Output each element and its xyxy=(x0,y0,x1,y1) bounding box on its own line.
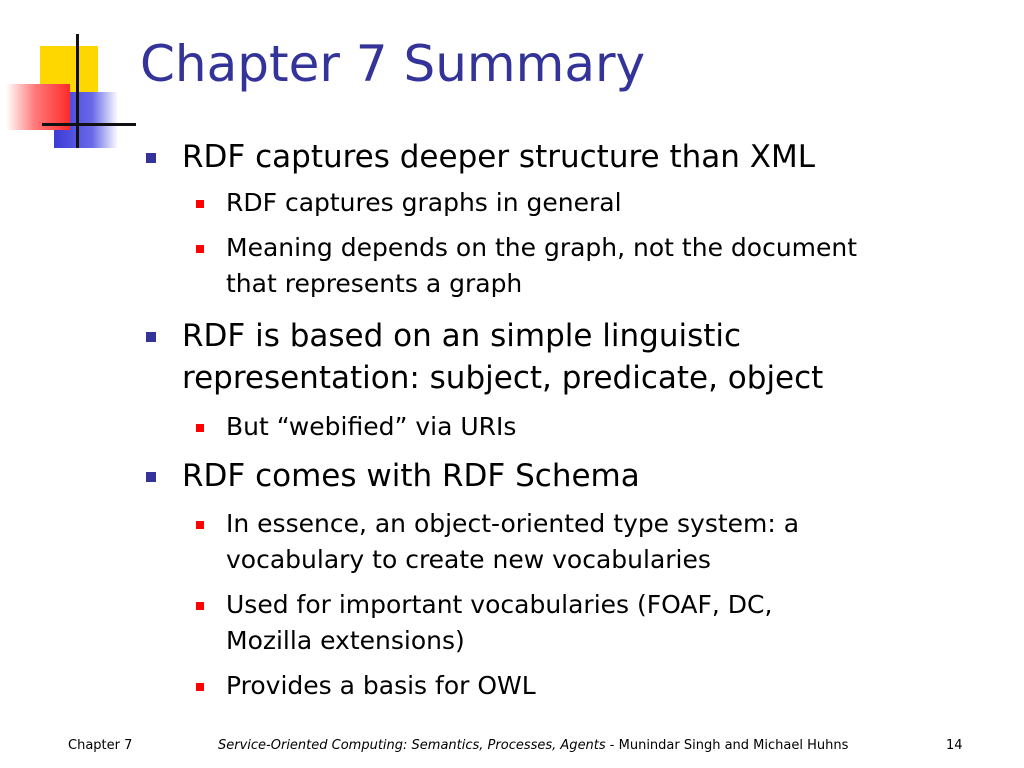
bullet-3-text: RDF comes with RDF Schema xyxy=(182,458,640,494)
square-bullet-icon xyxy=(196,424,204,432)
bullet-2-1 xyxy=(226,409,516,445)
square-bullet-icon xyxy=(196,683,204,691)
bullet-1-1 xyxy=(226,185,622,221)
square-bullet-icon xyxy=(196,245,204,253)
footer-book-title: Service-Oriented Computing: Semantics, Processes, Agents xyxy=(218,738,606,753)
bullet-3-2 xyxy=(226,587,772,659)
decorative-squares-logo-icon xyxy=(0,0,140,150)
bullet-3-1 xyxy=(226,506,799,578)
square-bullet-icon xyxy=(146,332,156,342)
bullet-1-2-line-1: Meaning depends on the graph, not the document xyxy=(226,233,858,262)
square-bullet-icon xyxy=(196,521,204,529)
bullet-1 xyxy=(182,136,815,178)
logo-horizontal-line xyxy=(42,123,136,126)
footer-citation xyxy=(218,738,848,754)
bullet-1-1-text: RDF captures graphs in general xyxy=(226,188,622,217)
bullet-3-2-line-2: Mozilla extensions) xyxy=(226,626,465,655)
bullet-1-2 xyxy=(226,230,857,302)
bullet-2 xyxy=(182,315,823,399)
bullet-3-3-text: Provides a basis for OWL xyxy=(226,671,536,700)
logo-vertical-line xyxy=(76,34,79,148)
bullet-2-1-text: But “webified” via URIs xyxy=(226,412,517,441)
bullet-3-3 xyxy=(226,668,536,704)
footer-chapter: Chapter 7 xyxy=(68,738,133,753)
slide-title: Chapter 7 Summary xyxy=(140,35,646,93)
bullet-3-1-line-1: In essence, an object-oriented type system: a xyxy=(226,509,800,538)
square-bullet-icon xyxy=(196,200,204,208)
bullet-2-line-1: RDF is based on an simple linguistic xyxy=(182,318,742,354)
square-bullet-icon xyxy=(146,472,156,482)
bullet-1-text: RDF captures deeper structure than XML xyxy=(182,139,816,175)
footer-authors: - Munindar Singh and Michael Huhns xyxy=(605,738,849,753)
bullet-1-2-line-2: that represents a graph xyxy=(226,269,523,298)
footer-page-number: 14 xyxy=(946,738,963,753)
bullet-3-2-line-1: Used for important vocabularies (FOAF, DC, xyxy=(226,590,773,619)
square-bullet-icon xyxy=(196,602,204,610)
bullet-3 xyxy=(182,455,640,497)
bullet-2-line-2: representation: subject, predicate, object xyxy=(182,360,824,396)
square-bullet-icon xyxy=(146,153,156,163)
bullet-3-1-line-2: vocabulary to create new vocabularies xyxy=(226,545,711,574)
